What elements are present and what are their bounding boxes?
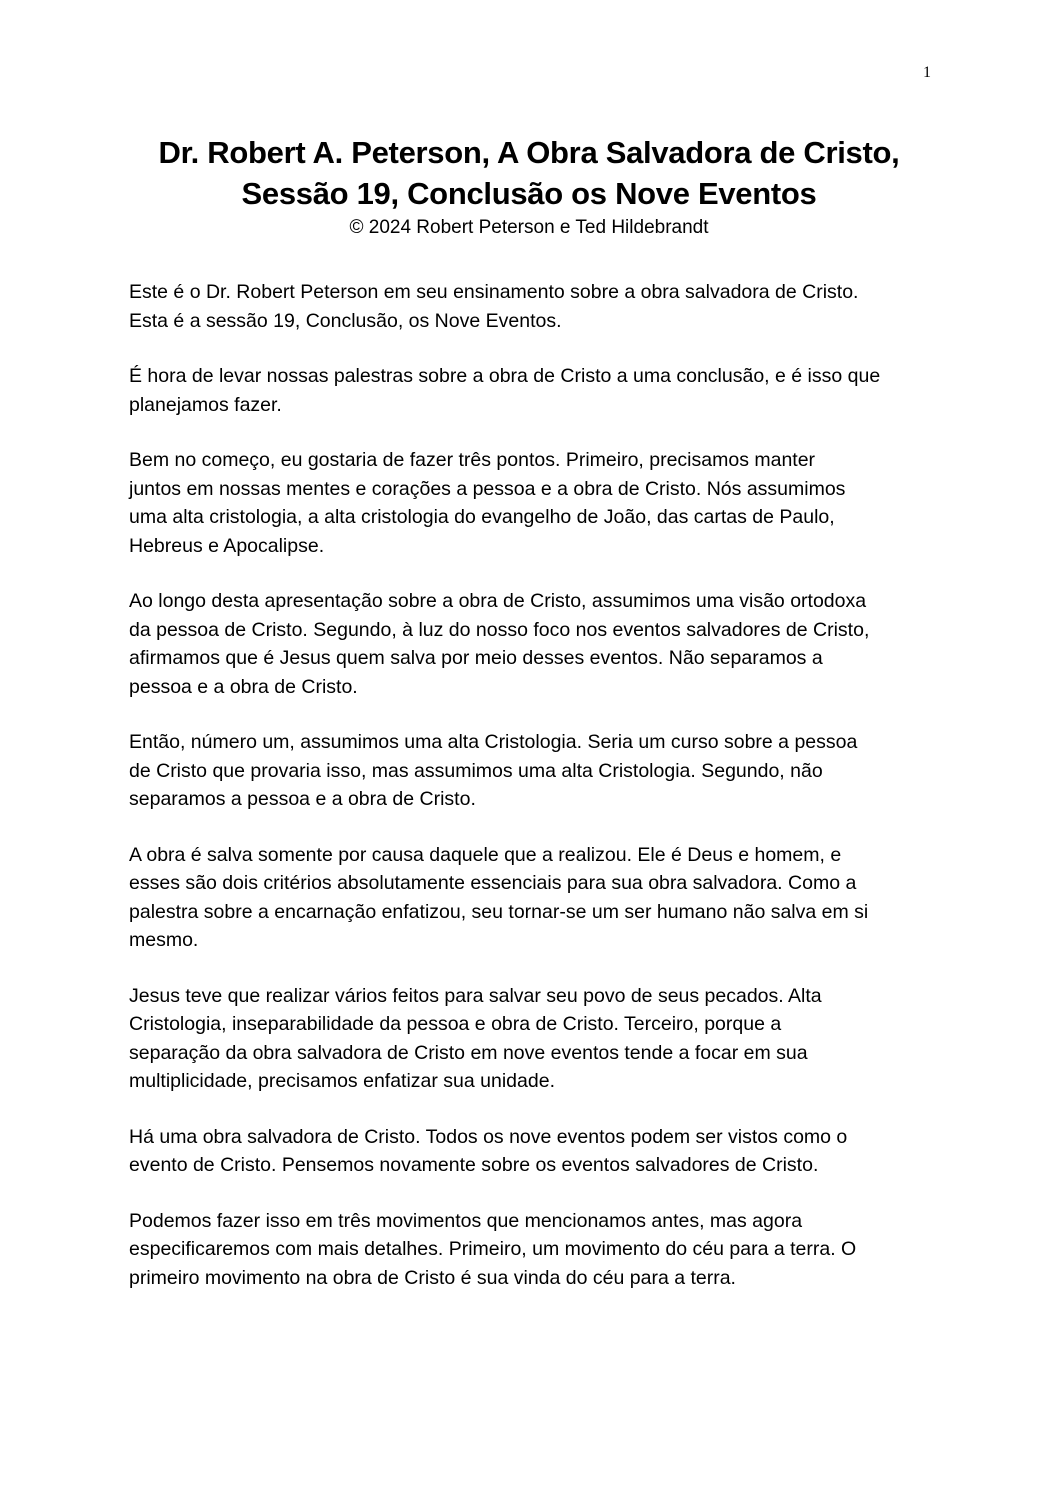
paragraph-line: A obra é salva somente por causa daquele que a realizou. Ele é Deus e homem, e — [129, 843, 842, 866]
paragraph-line: mesmo. — [129, 929, 199, 951]
paragraph-line: multiplicidade, precisamos enfatizar sua unidade. — [129, 1070, 555, 1092]
paragraph-line: da pessoa de Cristo. Segundo, à luz do nosso foco nos eventos salvadores de Cristo, — [129, 618, 870, 641]
paragraph-line: Cristologia, inseparabilidade da pessoa e obra de Cristo. Terceiro, porque a — [129, 1013, 782, 1035]
paragraph-line: Há uma obra salvadora de Cristo. Todos os nove eventos podem ser vistos como o — [129, 1125, 848, 1148]
paragraph-line: Então, número um, assumimos uma alta Cristologia. Seria um curso sobre a pessoa — [129, 731, 858, 753]
paragraph-line: palestra sobre a encarnação enfatizou, seu tornar-se um ser humano não salva em si — [129, 900, 869, 923]
document-title-line-2: Sessão 19, Conclusão os Nove Eventos — [241, 176, 817, 211]
paragraph-line: de Cristo que provaria isso, mas assumimos uma alta Cristologia. Segundo, não — [129, 759, 823, 782]
paragraph-line: planejamos fazer. — [129, 393, 282, 416]
paragraph-line: especificaremos com mais detalhes. Primeiro, um movimento do céu para a terra. O — [129, 1238, 857, 1260]
document-title-line-1: Dr. Robert A. Peterson, A Obra Salvadora de Cristo, — [158, 135, 900, 170]
copyright-notice: © 2024 Robert Peterson e Ted Hildebrandt — [349, 217, 709, 238]
paragraph-3 — [129, 446, 929, 560]
paragraph-line: juntos em nossas mentes e corações a pessoa e a obra de Cristo. Nós assumimos — [129, 477, 846, 500]
paragraph-line: uma alta cristologia, a alta cristologia do evangelho de João, das cartas de Paulo, — [129, 506, 835, 528]
paragraph-line: separamos a pessoa e a obra de Cristo. — [129, 788, 476, 810]
paragraph-line: Esta é a sessão 19, Conclusão, os Nove Eventos. — [129, 309, 562, 332]
paragraph-line: Podemos fazer isso em três movimentos que mencionamos antes, mas agora — [129, 1209, 803, 1232]
paragraph-line: separação da obra salvadora de Cristo em nove eventos tende a focar em sua — [129, 1041, 808, 1064]
paragraph-9 — [129, 1207, 929, 1293]
page-number: 1 — [923, 64, 931, 81]
paragraph-line: Jesus teve que realizar vários feitos para salvar seu povo de seus pecados. Alta — [129, 984, 822, 1007]
title-block — [100, 132, 958, 240]
paragraph-5 — [129, 728, 929, 814]
paragraph-line: afirmamos que é Jesus quem salva por meio desses eventos. Não separamos a — [129, 647, 823, 669]
paragraph-1 — [129, 278, 929, 335]
paragraph-line: pessoa e a obra de Cristo. — [129, 675, 358, 698]
paragraph-7 — [129, 982, 929, 1096]
paragraph-line: Hebreus e Apocalipse. — [129, 534, 325, 557]
paragraph-line: Ao longo desta apresentação sobre a obra de Cristo, assumimos uma visão ortodoxa — [129, 590, 867, 612]
paragraph-line: É hora de levar nossas palestras sobre a obra de Cristo a uma conclusão, e é isso que — [129, 365, 881, 387]
paragraph-line: primeiro movimento na obra de Cristo é sua vinda do céu para a terra. — [129, 1266, 736, 1289]
paragraph-4 — [129, 587, 929, 701]
paragraph-line: esses são dois critérios absolutamente essenciais para sua obra salvadora. Como a — [129, 872, 857, 894]
paragraph-6 — [129, 841, 929, 955]
paragraph-line: Este é o Dr. Robert Peterson em seu ensinamento sobre a obra salvadora de Cristo. — [129, 281, 859, 303]
paragraph-2 — [129, 362, 929, 419]
paragraph-line: Bem no começo, eu gostaria de fazer três pontos. Primeiro, precisamos manter — [129, 449, 816, 471]
paragraph-8 — [129, 1123, 929, 1180]
paragraph-line: evento de Cristo. Pensemos novamente sobre os eventos salvadores de Cristo. — [129, 1154, 819, 1176]
body-text — [129, 278, 929, 1319]
